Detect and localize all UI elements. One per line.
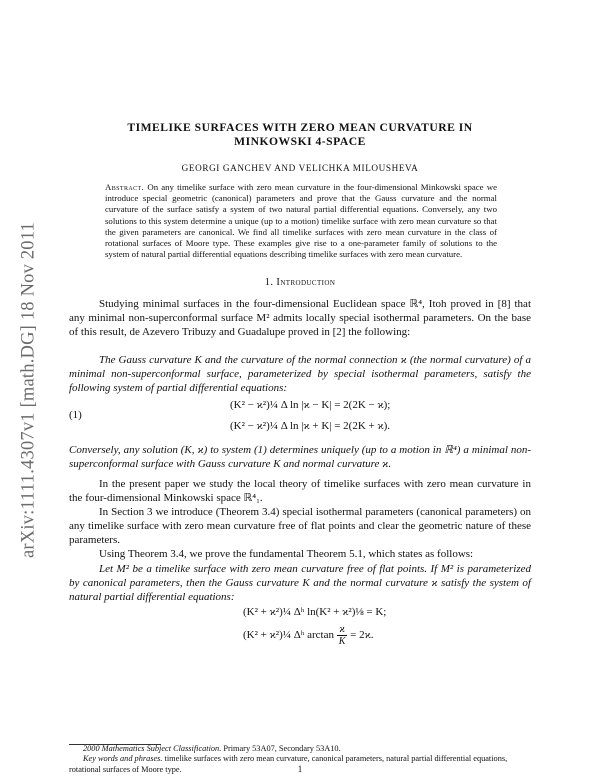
section-number: 1. (264, 277, 274, 288)
authors: GEORGI GANCHEV AND VELICHKA MILOUSHEVA (181, 163, 419, 173)
page-number: 1 (297, 764, 303, 774)
fraction-numerator: ϰ (337, 624, 348, 636)
equation-2-fraction (337, 624, 348, 647)
abstract-label: Abstract. (105, 182, 145, 192)
intro-paragraph-3: In Section 3 we introduce (Theorem 3.4) special isothermal parameters (canonical parameters) on any timelike surface with zero mean curvature free of flat points and clear the geometric nature of these parameters. (69, 506, 531, 547)
abstract (105, 182, 497, 260)
equation-2-line-2-right: = 2ϰ. (350, 629, 374, 642)
equation-2-line-2-left: (K² + ϰ²)¼ Δʰ arctan (243, 629, 334, 642)
arxiv-identifier (14, 190, 44, 590)
paper-title (90, 121, 510, 149)
classification-text: Primary 53A07, Secondary 53A10. (223, 744, 341, 753)
equation-1-line-1: (K² − ϰ²)¼ Δ ln |ϰ − K| = 2(2K − ϰ); (230, 399, 391, 411)
theorem-1-converse: Conversely, any solution (K, ϰ) to system (1) determines uniquely (up to a motion in ℝ⁴) a minimal non-superconformal surface with Gauss curvature K and normal curvature ϰ. (69, 444, 531, 471)
classification-label: 2000 Mathematics Subject Classification. (83, 744, 222, 753)
intro-paragraph-2: In the present paper we study the local theory of timelike surfaces with zero mean curvature in the four-dimensional Minkowski space ℝ⁴₁. (69, 478, 531, 505)
title-line-2: MINKOWSKI 4-SPACE (234, 135, 366, 148)
intro-paragraph-1: Studying minimal surfaces in the four-dimensional Euclidean space ℝ⁴, Itoh proved in [8] that any minimal non-superconformal surface M² admits locally special isothermal parameters. On the base of this result, de Azevero Tribuzy and Guadalupe proved in [2] the following: (69, 298, 531, 339)
keywords-text: timelike surfaces with zero mean curvature, canonical parameters, natural partial differential equations, rotational surfaces of Moore type. (69, 754, 508, 774)
equation-1-number: (1) (69, 409, 82, 421)
title-line-1: TIMELIKE SURFACES WITH ZERO MEAN CURVATURE IN (127, 121, 473, 134)
abstract-text: On any timelike surface with zero mean curvature in the four-dimensional Minkowski space we introduce special geometric (canonical) parameters and prove that the Gauss curvature and the normal curvature of the surface satisfy a system of two natural partial differential equations. Conversely, any two solutions to this system determine a unique (up to a motion) timelike surface with zero mean curvature so that the given parameters are canonical. We find all timelike surfaces with zero mean curvature in the class of rotational surfaces of Moore type. These examples give rise to a one-parameter family of solutions to the system of natural partial differential equations describing timelike surfaces with zero mean curvature. (105, 182, 497, 260)
theorem-2-statement: Let M² be a timelike surface with zero mean curvature free of flat points. If M² is parameterized by canonical parameters, then the Gauss curvature K and the normal curvature ϰ satisfy the system of natural partial differential equations: (69, 563, 531, 604)
footnote-classification (69, 744, 531, 755)
equation-2-line-1: (K² + ϰ²)¼ Δʰ ln(K² + ϰ²)⅛ = K; (243, 606, 387, 618)
intro-paragraph-4: Using Theorem 3.4, we prove the fundamental Theorem 5.1, which states as follows: (99, 548, 474, 560)
keywords-label: Key words and phrases. (83, 754, 163, 763)
section-title: Introduction (276, 277, 336, 288)
theorem-1-statement: The Gauss curvature K and the curvature of the normal connection ϰ (the normal curvature) of a minimal non-superconformal surface, parameterized by special isothermal parameters, satisfy the following system of partial differential equations: (69, 354, 531, 395)
equation-1-line-2: (K² − ϰ²)¼ Δ ln |ϰ + K| = 2(2K + ϰ). (230, 420, 391, 432)
equation-2-line-2 (243, 624, 374, 647)
arxiv-id-text: arXiv:1111.4307v1 [math.DG] 18 Nov 2011 (18, 222, 39, 558)
section-heading (90, 277, 510, 288)
fraction-denominator: K (338, 636, 346, 647)
